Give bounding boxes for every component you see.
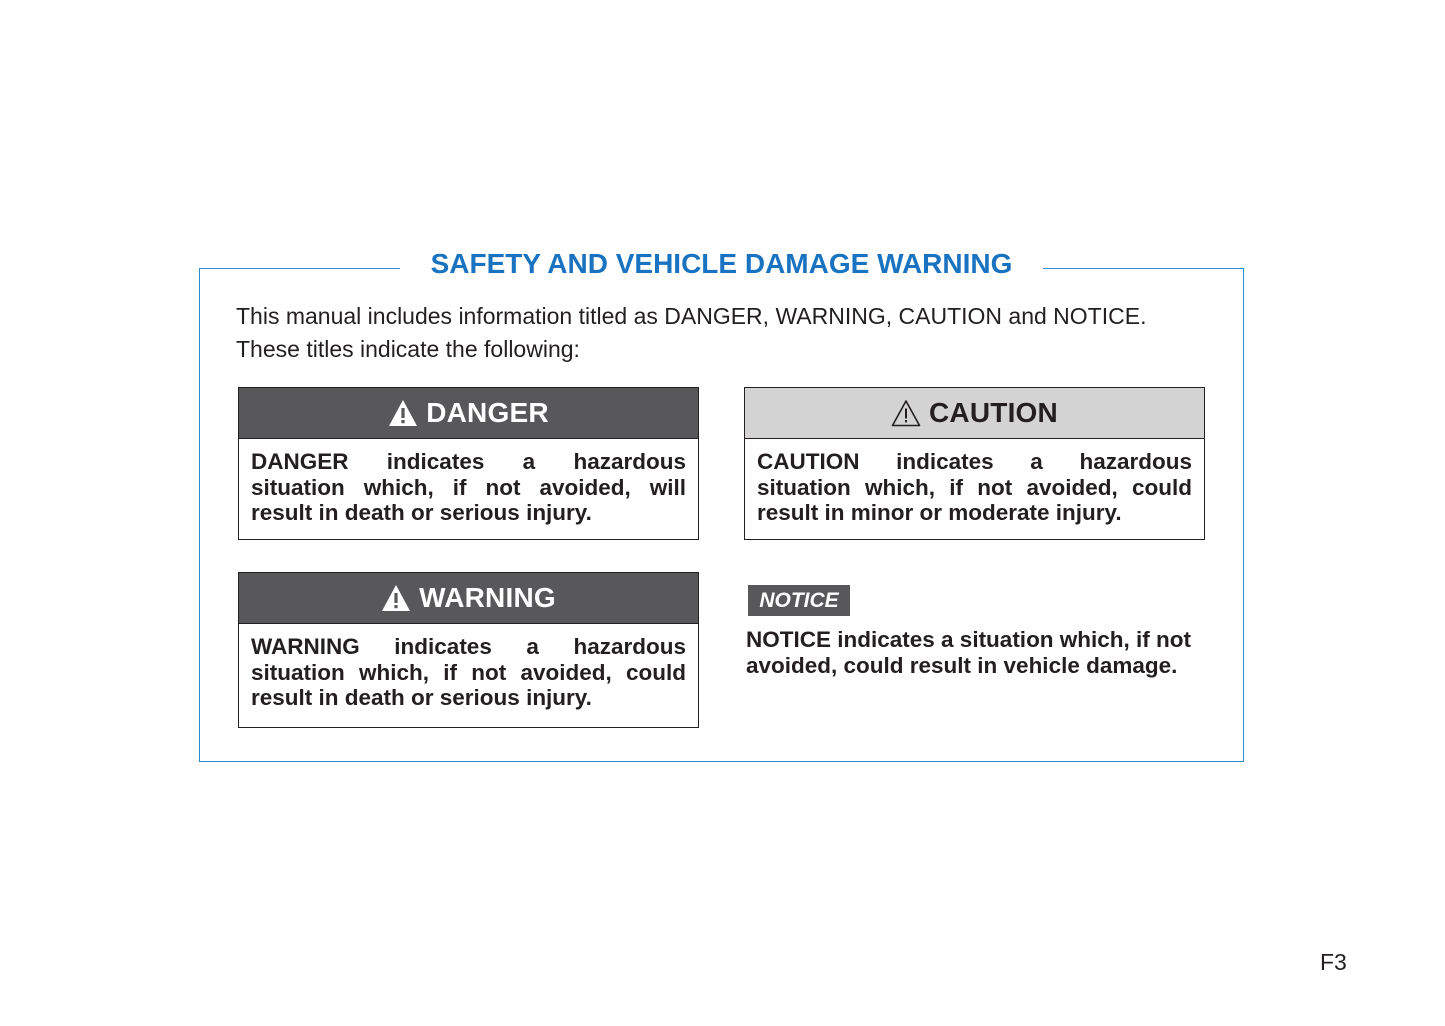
- warning-title: WARNING: [419, 582, 556, 613]
- notice-line-2: avoided, could result in vehicle damage.: [746, 653, 1178, 678]
- intro-line-2: These titles indicate the following:: [236, 336, 580, 362]
- section-heading: SAFETY AND VEHICLE DAMAGE WARNING: [400, 244, 1043, 284]
- danger-text: DANGER indicates a hazardous situation which, if not avoided, will result in death or serious injury.: [251, 449, 686, 525]
- caution-text: CAUTION indicates a hazardous situation which, if not avoided, could result in minor or moderate injury.: [757, 449, 1192, 525]
- notice-text: [746, 627, 1216, 679]
- page-number: F3: [1320, 949, 1347, 975]
- warning-triangle-icon: [381, 584, 411, 612]
- caution-box: [744, 387, 1205, 540]
- warning-box: [238, 572, 699, 728]
- notice-badge: NOTICE: [748, 585, 850, 616]
- warning-text: WARNING indicates a hazardous situation which, if not avoided, could result in death or serious injury.: [251, 634, 686, 710]
- caution-title: CAUTION: [929, 397, 1058, 428]
- intro-line-1: This manual includes information titled as DANGER, WARNING, CAUTION and NOTICE.: [236, 303, 1147, 329]
- notice-line-1: NOTICE indicates a situation which, if not: [746, 627, 1192, 652]
- warning-triangle-outline-icon: [891, 399, 921, 427]
- intro-paragraph: [236, 300, 1226, 366]
- warning-triangle-icon: [388, 399, 418, 427]
- danger-header: [239, 388, 698, 439]
- danger-title: DANGER: [426, 397, 549, 428]
- caution-header: [745, 388, 1204, 439]
- warning-header: [239, 573, 698, 624]
- danger-box: [238, 387, 699, 540]
